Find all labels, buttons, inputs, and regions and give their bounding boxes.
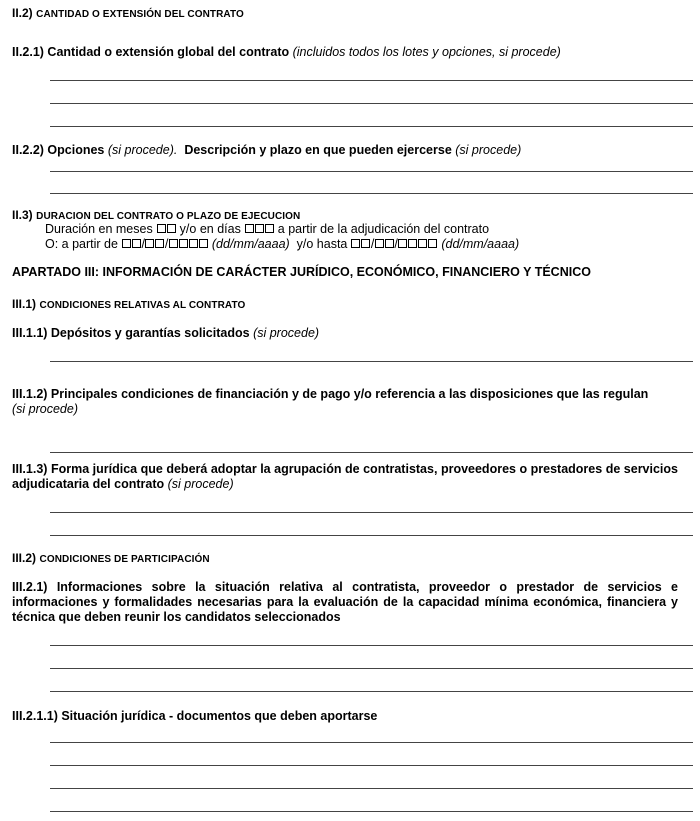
section-iii2-heading: III.2) CONDICIONES DE PARTICIPACIÓN: [12, 551, 210, 565]
section-iii13-heading: III.1.3) Forma jurídica que deberá adoptar la agrupación de contratistas, proveedores o prestadores de servicios adjudicataria del contrato (si procede): [12, 462, 678, 491]
answer-line[interactable]: [50, 811, 693, 812]
answer-line[interactable]: [50, 742, 693, 743]
section-ii22-heading: II.2.2) Opciones (si procede). Descripción y plazo en que pueden ejercerse (si procede): [12, 143, 522, 157]
start-date-boxes[interactable]: / /: [121, 237, 208, 251]
answer-line[interactable]: [50, 668, 693, 669]
answer-line[interactable]: [50, 535, 693, 536]
answer-line[interactable]: [50, 361, 693, 362]
days-boxes[interactable]: [244, 222, 274, 236]
section-ii2-heading: II.2) CANTIDAD O EXTENSIÓN DEL CONTRATO: [12, 6, 244, 20]
section-ii3-heading: II.3) DURACION DEL CONTRATO O PLAZO DE EJECUCION: [12, 208, 301, 222]
duration-line: Duración en meses y/o en días a partir de la adjudicación del contrato: [45, 222, 490, 236]
date-range-line: O: a partir de / / (dd/mm/aaaa) y/o hasta / / (dd/mm/aaaa): [45, 237, 520, 251]
answer-line[interactable]: [50, 645, 693, 646]
answer-line[interactable]: [50, 103, 693, 104]
answer-line[interactable]: [50, 691, 693, 692]
answer-line[interactable]: [50, 171, 693, 172]
answer-line[interactable]: [50, 193, 693, 194]
apartado-iii-title: APARTADO III: INFORMACIÓN DE CARÁCTER JURÍDICO, ECONÓMICO, FINANCIERO Y TÉCNICO: [12, 265, 591, 279]
answer-line[interactable]: [50, 80, 693, 81]
months-boxes[interactable]: [156, 222, 176, 236]
answer-line[interactable]: [50, 512, 693, 513]
section-ii2-title: CANTIDAD O EXTENSIÓN DEL CONTRATO: [36, 9, 244, 20]
end-date-boxes[interactable]: / /: [351, 237, 438, 251]
answer-line[interactable]: [50, 788, 693, 789]
section-iii21-heading: III.2.1) Informaciones sobre la situación relativa al contratista, proveedor o prestador de servicios e informaciones y formalidades necesarias para la evaluación de la capacidad mínima económica, financiera y técnica que deben reunir los candidatos seleccionados: [12, 580, 678, 624]
section-iii12-heading: III.1.2) Principales condiciones de financiación y de pago y/o referencia a las disposiciones que las regulan (si procede): [12, 387, 649, 416]
section-iii211-heading: III.2.1.1) Situación jurídica - documentos que deben aportarse: [12, 709, 378, 723]
section-iii1-heading: III.1) CONDICIONES RELATIVAS AL CONTRATO: [12, 297, 246, 311]
section-iii11-heading: III.1.1) Depósitos y garantías solicitados (si procede): [12, 326, 320, 340]
section-ii21-heading: II.2.1) Cantidad o extensión global del contrato (incluidos todos los lotes y opciones, si procede): [12, 45, 561, 59]
answer-line[interactable]: [50, 765, 693, 766]
answer-line[interactable]: [50, 126, 693, 127]
answer-line[interactable]: [50, 452, 693, 453]
